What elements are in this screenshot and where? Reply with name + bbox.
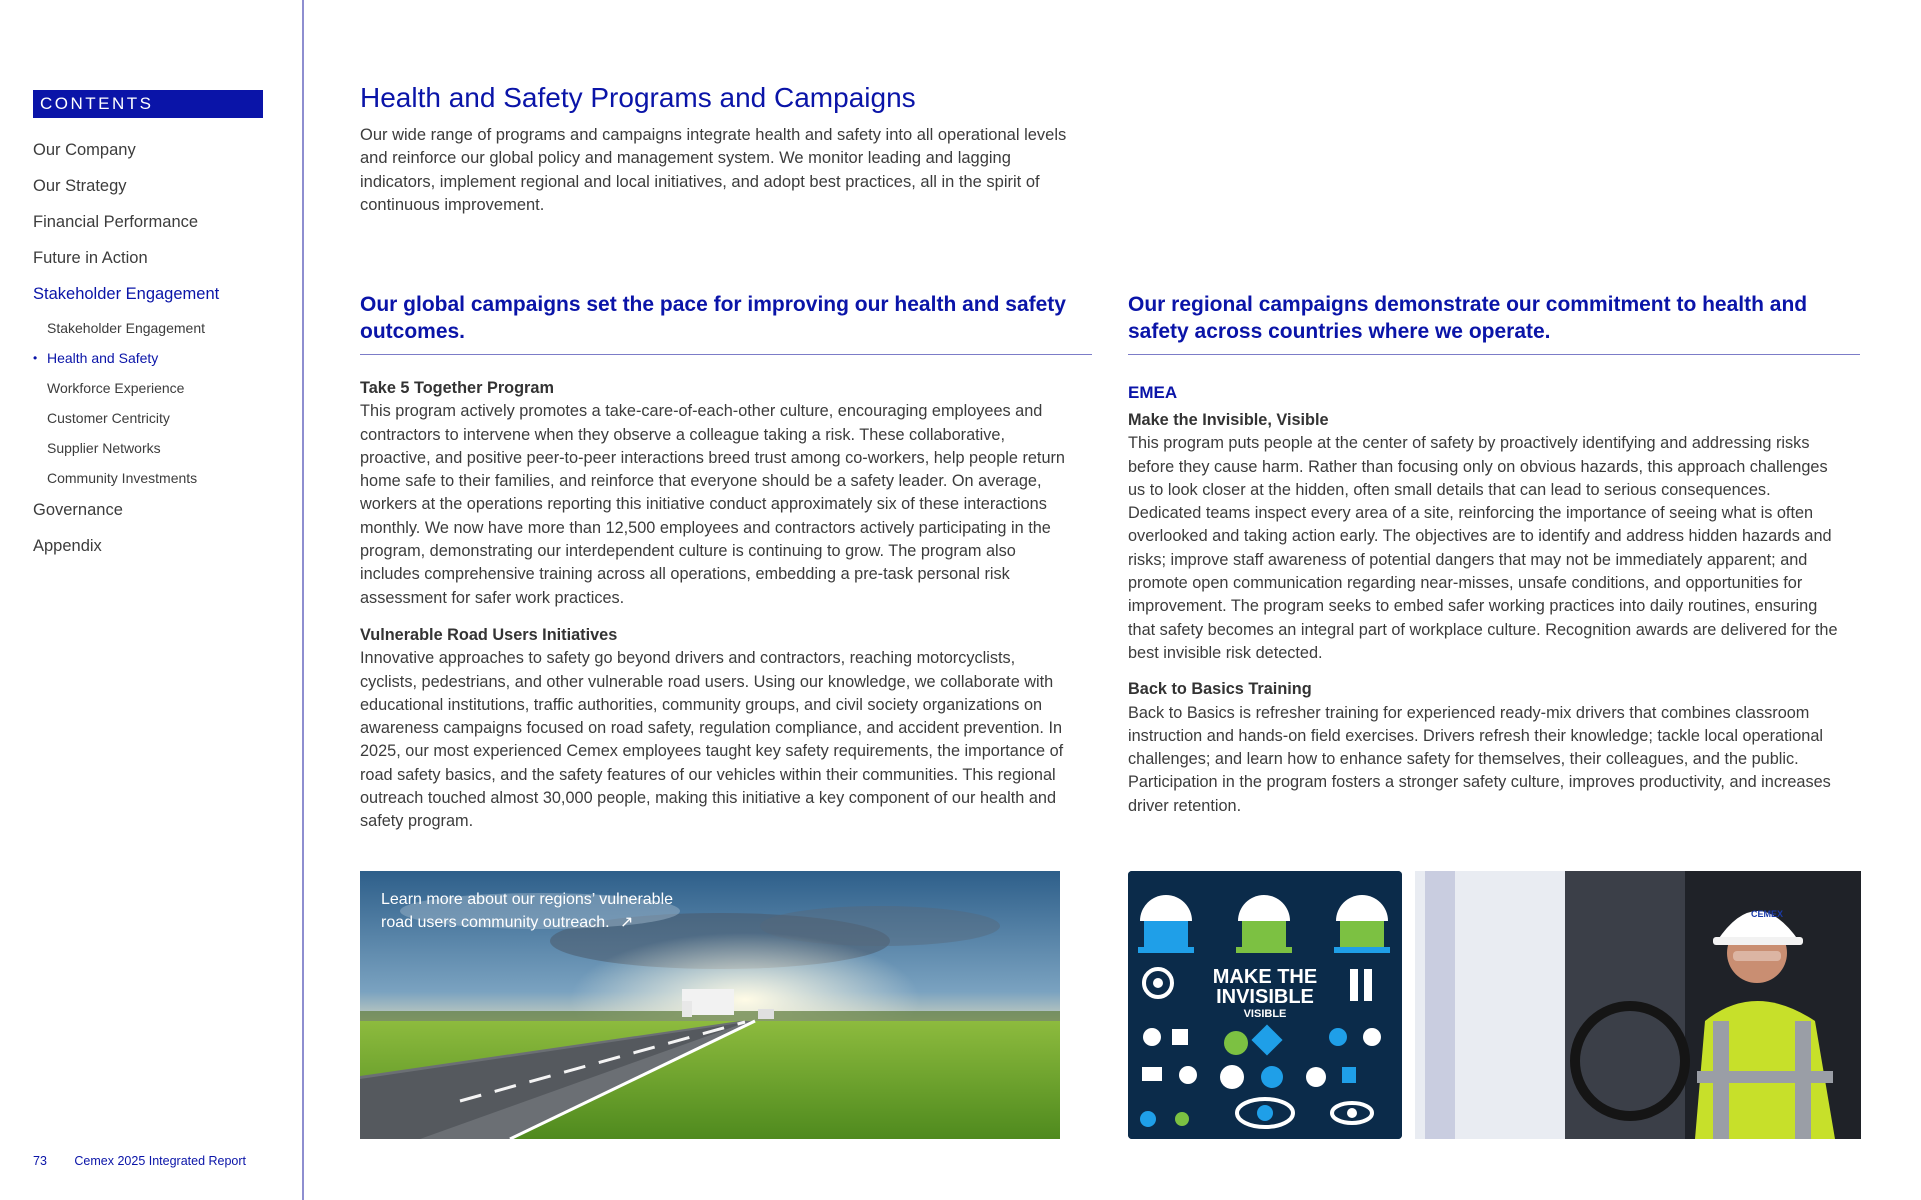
heading-emphasis: global campaigns bbox=[403, 293, 581, 316]
heading-text: Our bbox=[1128, 293, 1172, 316]
nav-sub-customer-centricity[interactable] bbox=[33, 406, 219, 436]
nav-sub-health-and-safety[interactable] bbox=[33, 346, 219, 376]
nav-sub-label: Customer Centricity bbox=[47, 410, 170, 426]
ready-mix-driver-image bbox=[1415, 871, 1861, 1139]
regional-campaigns-heading bbox=[1128, 292, 1860, 355]
take-5-body: This program actively promotes a take-care-of-each-other culture, encouraging employees and contractors to intervene when they observe a colleague taking a risk. These collaborative, proactive, and positive peer-to-peer interactions breed trust among co-workers, help people return home safe to their families, and reinforce that everyone should be a safety leader. On average, workers at the operations reporting this initiative conduct approximately six of these interactions monthly. We now have more than 12,500 employees and contractors actively participating in the program, demonstrating our interdependent culture is continuing to grow. The program also includes comprehensive training across all operations, embedding a pre-task personal risk assessment for safer work practices. bbox=[360, 402, 1065, 607]
outreach-link[interactable] bbox=[381, 888, 701, 934]
vulnerable-road-body: Innovative approaches to safety go beyond drivers and contractors, reaching motorcyclists, cyclists, pedestrians, and other vulnerable road users. Using our knowledge, we collaborate with educational institutions, traffic authorities, community groups, and civil society organizations on awareness campaigns focused on road safety, regulation compliance, and accident prevention. In 2025, our most experienced Cemex employees taught key safety requirements, the importance of road safety basics, and the safety features of our vehicles within their communities. This regional outreach touched almost 30,000 people, making this initiative a key component of our health and safety program. bbox=[360, 649, 1064, 831]
nav-sub-community-investments[interactable] bbox=[33, 466, 219, 496]
vulnerable-road-title: Vulnerable Road Users Initiatives bbox=[360, 625, 618, 644]
page-title: Health and Safety Programs and Campaigns bbox=[360, 82, 916, 113]
heading-text: set the pace for improving our health and safety outcomes. bbox=[360, 293, 1066, 343]
back-to-basics-body: Back to Basics is refresher training for experienced ready-mix drivers that combines classroom instruction and hands-on field exercises. Drivers refresh their knowledge; tackle local operational challenges; and learn how to enhance safety for themselves, their colleagues, and the public. Participation in the program fosters a stronger safety culture, improves productivity, and increases driver retention. bbox=[1128, 703, 1831, 815]
nav-sub-label: Stakeholder Engagement bbox=[47, 320, 205, 336]
active-bullet-icon: • bbox=[33, 351, 38, 365]
heading-text: demonstrate our commitment to health and safety across countries where we operate. bbox=[1128, 293, 1808, 343]
region-emea: EMEA bbox=[1128, 383, 1178, 402]
poster-line-3: VISIBLE bbox=[1243, 1008, 1287, 1020]
take-5-title: Take 5 Together Program bbox=[360, 379, 554, 397]
external-link-arrow-icon: ↗ bbox=[620, 914, 634, 931]
global-campaigns-heading bbox=[360, 292, 1092, 355]
nav-sub-label: Community Investments bbox=[47, 470, 198, 486]
nav-future-in-action[interactable]: Future in Action bbox=[33, 249, 148, 267]
nav-governance[interactable]: Governance bbox=[33, 501, 123, 519]
page-number: 73 bbox=[33, 1154, 47, 1168]
make-invisible-title: Make the Invisible, Visible bbox=[1128, 411, 1329, 429]
regional-campaigns-column bbox=[1128, 292, 1860, 818]
contents-label: CONTENTS bbox=[33, 90, 263, 118]
nav-financial-performance[interactable]: Financial Performance bbox=[33, 213, 199, 231]
nav-our-company[interactable]: Our Company bbox=[33, 141, 136, 159]
nav-sub-label: Workforce Experience bbox=[47, 380, 185, 396]
poster-graphic bbox=[1128, 871, 1402, 1139]
nav-our-strategy[interactable]: Our Strategy bbox=[33, 177, 127, 195]
intro-paragraph: Our wide range of programs and campaigns integrate health and safety into all operational levels and reinforce our global policy and management system. We monitor leading and lagging indicators, implement regional and local initiatives, and adopt best practices, all in the spirit of continuous improvement. bbox=[360, 126, 1067, 214]
back-to-basics-title: Back to Basics Training bbox=[1128, 680, 1312, 699]
nav-sub-label: Health and Safety bbox=[47, 350, 159, 366]
nav-appendix[interactable]: Appendix bbox=[33, 537, 102, 555]
nav-sub-workforce-experience[interactable] bbox=[33, 376, 219, 406]
poster-line-2: INVISIBLE bbox=[1216, 986, 1314, 1008]
road-photo[interactable] bbox=[360, 871, 1060, 1139]
outreach-link-text: Learn more about our regions’ vulnerable road users community outreach. bbox=[381, 891, 674, 931]
page-footer bbox=[33, 1154, 246, 1168]
make-invisible-poster bbox=[1128, 871, 1402, 1139]
sidebar bbox=[0, 0, 304, 1200]
heading-text: Our bbox=[360, 293, 404, 316]
global-campaigns-column bbox=[360, 292, 1092, 834]
nav-sub-stakeholder-engagement[interactable] bbox=[33, 316, 219, 346]
nav-stakeholder-engagement[interactable]: Stakeholder Engagement bbox=[33, 285, 220, 303]
nav-sub-supplier-networks[interactable] bbox=[33, 436, 219, 466]
helmet-logo-text: CEMEX bbox=[1751, 909, 1784, 919]
driver-photo bbox=[1415, 871, 1861, 1139]
heading-emphasis: regional campaigns bbox=[1171, 293, 1369, 316]
nav-sub-label: Supplier Networks bbox=[47, 440, 161, 456]
report-title: Cemex 2025 Integrated Report bbox=[74, 1154, 247, 1168]
make-invisible-body: This program puts people at the center of safety by proactively identifying and addressing risks before they cause harm. Rather than focusing only on obvious hazards, this approach challenges us to look closer at the hidden, often small details that can lead to serious consequences. Dedicated teams inspect every area of a site, reinforcing the importance of seeing what is often overlooked and taking action early. The objectives are to identify and address hidden hazards and risks; improve staff awareness of potential dangers that may not be immediately apparent; and promote open communication regarding near-misses, unsafe conditions, and opportunities for improvement. The program seeks to embed safer working practices into daily routines, ensuring that safety becomes an integral part of workplace culture. Recognition awards are delivered for the best invisible risk detected. bbox=[1128, 434, 1838, 662]
poster-line-1: MAKE THE bbox=[1212, 966, 1318, 988]
sidebar-nav bbox=[33, 136, 219, 568]
